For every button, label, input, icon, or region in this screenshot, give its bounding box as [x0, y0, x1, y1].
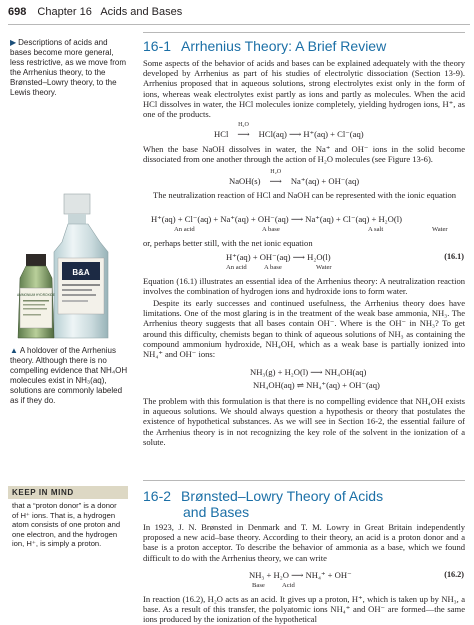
- section-rule-top: [143, 32, 465, 33]
- photo-caption: [10, 346, 128, 406]
- equation-ionic: H⁺(aq) + Cl⁻(aq) + Na⁺(aq) + OH⁻(aq) ⟶ Na⁺(aq) + Cl⁻(aq) + H₂O(l): [151, 214, 402, 224]
- equation-ammonia-1: NH₃(g) + H₂O(l) ⟶ NH₄OH(aq): [250, 367, 367, 377]
- label-water-2: Water: [316, 264, 332, 271]
- label-base: Base: [252, 582, 265, 589]
- equation-number-16-2: (16.2): [444, 570, 464, 579]
- equation-ammonia-2: NH₄OH(aq) ⇌ NH₄⁺(aq) + OH⁻(aq): [253, 380, 380, 390]
- label-a-base-2: A base: [264, 264, 282, 271]
- label-water: Water: [432, 226, 448, 233]
- label-an-acid-2: An acid: [226, 264, 247, 271]
- triangle-bullet-icon: ▶: [10, 38, 17, 47]
- paragraph-bronsted-lowry: In 1923, J. N. Brønsted in Denmark and T. M. Lowry in Great Britain independently proposed a new acid–base theory. According to their theory, an acid is a proton donor and a base is a proton acceptor. To describe the behavior of ammonia as a base, which we found difficult to do with the Arrhenius theory, we can write: [143, 522, 465, 563]
- section-title-2-line1: Brønsted–Lowry Theory of Acids: [181, 488, 384, 504]
- page-number: 698: [8, 6, 27, 18]
- margin-note-text: Descriptions of acids and bases become more general, less restrictive, as we move from the Arrhenius theory, to the Brønsted–Lowry theory, to the Lewis theory.: [10, 38, 127, 97]
- paragraph-arrhenius-intro: Some aspects of the behavior of acids and bases can be explained adequately with the theory developed by Arrhenius as part of his studies of electrolytic dissociation (Section 13-9). Arrhenius proposed that in aqueous solutions, strong electrolytes exist only in the form of ions, whereas weak electrolytes exist partly as ions and partly as molecules. When the acid HCl dissolves in water, the HCl molecules ionize completely, yielding hydrogen ions, H⁺, as one of the products.: [143, 58, 465, 120]
- paragraph-essential-idea: Equation (16.1) illustrates an essential idea of the Arrhenius theory: A neutralization reaction involves the combination of hydrogen ions and hydroxide ions to form water.: [143, 276, 465, 297]
- section-heading-16-1: [143, 38, 386, 54]
- bottles-illustration: [8, 192, 130, 340]
- big-bottle-brand: B&A: [72, 268, 90, 277]
- paragraph-reaction-16-2: In reaction (16.2), H₂O acts as an acid. It gives up a proton, H⁺, which is taken up by NH₃, a base. As a result of this transfer, the polyatomic ions NH₄⁺ and OH⁻ are formed—the same ions produced by the ionization of the hypothetical: [143, 594, 465, 625]
- paragraph-net-ionic: or, perhaps better still, with the net ionic equation: [143, 238, 313, 248]
- photo-caption-text: A holdover of the Arrhenius theory. Although there is no compelling evidence that NH₄OH molecules exist in NH₃(aq), solutions are commonly labeled as if they do.: [10, 346, 128, 405]
- bottles-photo: [8, 192, 130, 340]
- paragraph-neutralization: The neutralization reaction of HCl and NaOH can be represented with the ionic equation: [153, 190, 457, 200]
- section-title: Arrhenius Theory: A Brief Review: [181, 38, 387, 54]
- running-head: [8, 6, 470, 24]
- equation-hcl: HCl H₂O ⟶ HCl(aq) ⟶ H⁺(aq) + Cl⁻(aq): [214, 122, 364, 139]
- label-an-acid: An acid: [174, 226, 195, 233]
- keep-in-mind-box: [8, 486, 128, 549]
- section-title-2-line2: and Bases: [183, 504, 250, 520]
- keep-in-mind-title: KEEP IN MIND: [8, 486, 128, 499]
- small-bottle-label: AMMONIUM HYDROXIDE: [17, 293, 55, 297]
- section-heading-16-2: [143, 488, 383, 520]
- margin-note-theories: [10, 38, 128, 98]
- label-a-salt: A salt: [368, 226, 384, 233]
- section-number: 16-1: [143, 38, 172, 54]
- equation-net-ionic: H⁺(aq) + OH⁻(aq) ⟶ H₂O(l): [226, 252, 331, 262]
- section-number-2: 16-2: [143, 488, 172, 504]
- paragraph-limitations: Despite its early successes and continued usefulness, the Arrhenius theory does have limitations. One of the most glaring is in the treatment of the weak base ammonia, NH₃. The Arrhenius theory suggests that all bases contain OH⁻. Where is the OH⁻ in NH₃? To get around this difficulty, chemists began to think of aqueous solutions of NH₃ as containing the compound ammonium hydroxide, NH₄OH, which as a weak base is partially ionized into NH₄⁺ and OH⁻ ions:: [143, 298, 465, 360]
- header-rule: [8, 24, 470, 25]
- equation-naoh: NaOH(s) H₂O ⟶ Na⁺(aq) + OH⁻(aq): [229, 169, 360, 186]
- paragraph-naoh: When the base NaOH dissolves in water, the Na⁺ and OH⁻ ions in the solid become dissociated from one another through the action of H₂O molecules (see Figure 13-6).: [143, 144, 465, 165]
- equation-16-2: NH₃ + H₂O ⟶ NH₄⁺ + OH⁻: [249, 570, 352, 580]
- equation-number-16-1: (16.1): [444, 252, 464, 261]
- section-rule-2: [143, 480, 465, 481]
- label-acid: Acid: [282, 582, 295, 589]
- chapter-label: Chapter 16: [37, 6, 92, 18]
- keep-in-mind-text: that a “proton donor” is a donor of H⁺ ions. That is, a hydrogen atom consists of one proton and one electron, and the hydrogen ion, H⁺, is simply a proton.: [12, 501, 121, 549]
- label-a-base: A base: [262, 226, 280, 233]
- triangle-bullet-icon: ▲: [10, 346, 18, 355]
- chapter-title: Acids and Bases: [100, 6, 183, 18]
- paragraph-problem: The problem with this formulation is that there is no compelling evidence that NH₄OH exists in aqueous solutions. We should always question a hypothesis or theory that postulates the existence of hypothetical substances. As we will see in Section 16-2, the essential failure of the Arrhenius theory is in not recognizing the key role of the solvent in the ionization of a solute.: [143, 396, 465, 447]
